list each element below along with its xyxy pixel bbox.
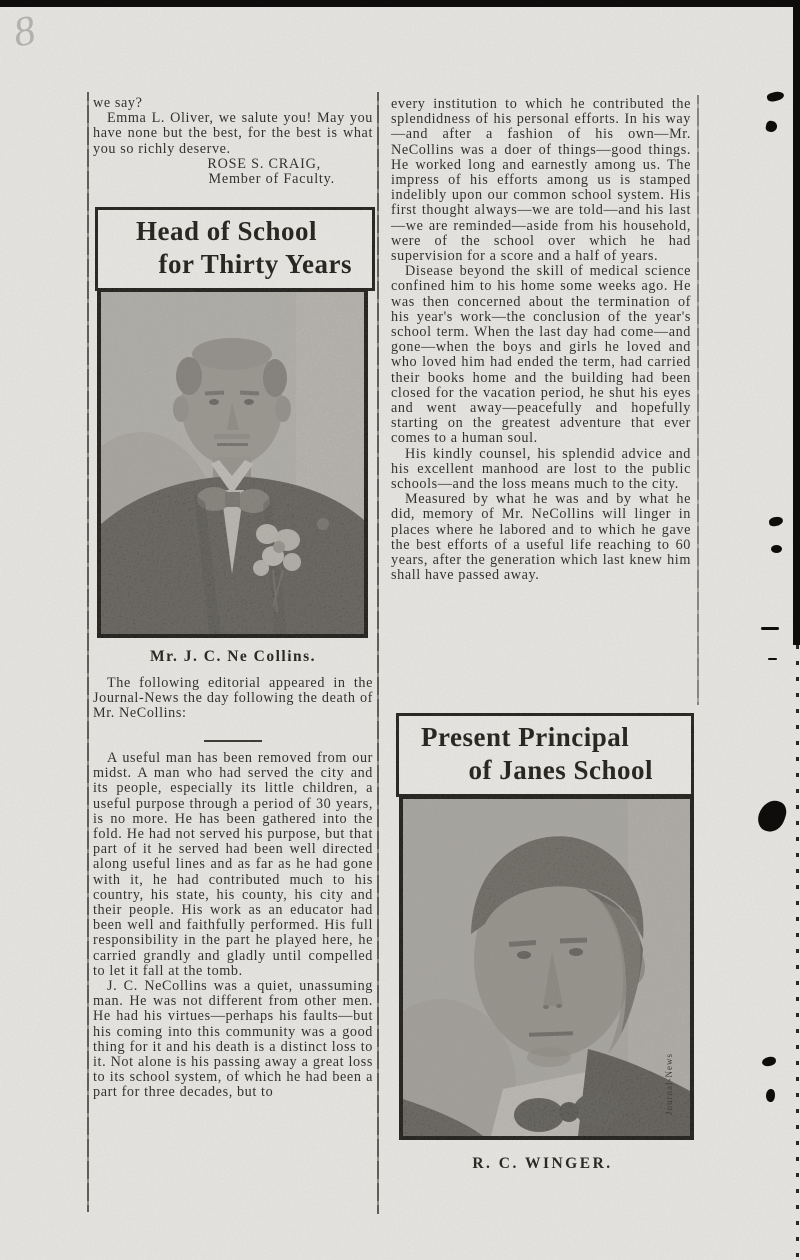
fragment-we-say: we say? xyxy=(93,95,143,111)
column-divider xyxy=(377,92,379,1214)
editorial-paragraph: His kindly counsel, his splendid advice and his excellent manhood are lost to the public schools—and the loss means much to the city. xyxy=(391,445,691,493)
headline-line2: for Thirty Years xyxy=(158,249,352,279)
headline-line1: Present Principal xyxy=(421,722,630,752)
editorial-note: The following editorial appeared in the Journal-News the day following the death of Mr. NeCollins: xyxy=(93,675,373,722)
column-rule-left xyxy=(87,92,89,1212)
tribute-paragraph: Emma L. Oliver, we salute you! May you have none but the best, for the best is what you so richly deserve. xyxy=(93,110,373,157)
headline-line2: of Janes School xyxy=(468,755,653,785)
necollins-caption: Mr. J. C. Ne Collins. xyxy=(149,648,317,665)
editorial-paragraph: Measured by what he was and by what he did, memory of Mr. NeCollins will linger in places where he labored and to which he gave the best efforts of a useful life reaching to 60 years, after the generation which last knew him shall have passed away. xyxy=(391,491,691,584)
ink-mark xyxy=(765,1089,775,1103)
editorial-paragraph: A useful man has been removed from our midst. A man who had served the city and its people, especially its little children, a useful purpose through a period of 30 years, is no more. He has been gathered into the fold. He had not served his purpose, but that part of it he served had been well directed along useful lines and as far as he had gone with it, he had contributed much to his country, his state, his county, his city and their people. His work as an educator had been well and faithfully performed. His full responsibility in the part he played here, he carried grandly and gladly until compelled to let it fall at the tomb. xyxy=(93,750,373,979)
headline-line1: Head of School xyxy=(136,216,318,246)
headline-head-of-school xyxy=(95,207,375,291)
column-rule-right xyxy=(697,95,699,705)
scan-edge-right-dotted xyxy=(796,645,799,1260)
photo-credit-vertical: Journal-News xyxy=(664,1053,674,1115)
editorial-paragraph: Disease beyond the skill of medical science confined him to his home some weeks ago. He was then concerned about the termination of his year's work—the conclusion of the year's school term. When the last day had come—and gone—when the boys and girls he loved and who loved him had ended the term, had carried their books home and the building had been closed for the vacation period, he shut his eyes and went away—peacefully and hopefully starting on the greatest adventure that ever comes to a human soul. xyxy=(391,263,691,447)
ink-mark xyxy=(761,1056,776,1067)
editorial-note-block xyxy=(93,676,373,722)
signature-title: Member of Faculty. xyxy=(208,171,335,188)
ink-mark xyxy=(761,627,779,630)
signature-name: ROSE S. CRAIG, xyxy=(207,155,321,172)
editorial-paragraph: J. C. NeCollins was a quiet, unassuming man. He was not different from other men. He had his virtues—perhaps his faults—but his coming into this community was a good thing for it and his death is a distinct loss to it. Not alone is his passing away a great loss to its school system, of which he had been a part for three decades, but to xyxy=(93,978,373,1101)
left-column xyxy=(93,96,373,188)
scan-edge-top xyxy=(0,0,800,7)
ink-blotch xyxy=(755,797,790,835)
headline-present-principal xyxy=(396,713,694,797)
winger-photo xyxy=(399,795,694,1140)
ink-mark xyxy=(768,658,777,660)
ink-mark xyxy=(766,90,785,103)
right-column-body xyxy=(391,97,691,584)
ink-mark xyxy=(768,516,783,527)
scan-edge-right xyxy=(793,0,800,645)
handwritten-page-number: 8 xyxy=(10,7,39,57)
editorial-paragraph: every institution to which he contributed the splendidness of his personal efforts. In his way—and after a fashion of his own—Mr. NeCollins was a doer of things—good things. He worked long and earnestly among us. The impress of his efforts among us is stamped indelibly upon our common school system. His first thought always—we are told—and his last—we are reminded—aside from his household, were of the school over which he had supervision for a score and a half of years. xyxy=(391,96,691,265)
left-column-body xyxy=(93,751,373,1101)
winger-caption: R. C. WINGER. xyxy=(472,1155,613,1172)
ink-mark xyxy=(771,545,782,553)
ink-mark xyxy=(765,120,778,133)
necollins-photo xyxy=(97,288,368,638)
section-rule xyxy=(204,740,262,742)
